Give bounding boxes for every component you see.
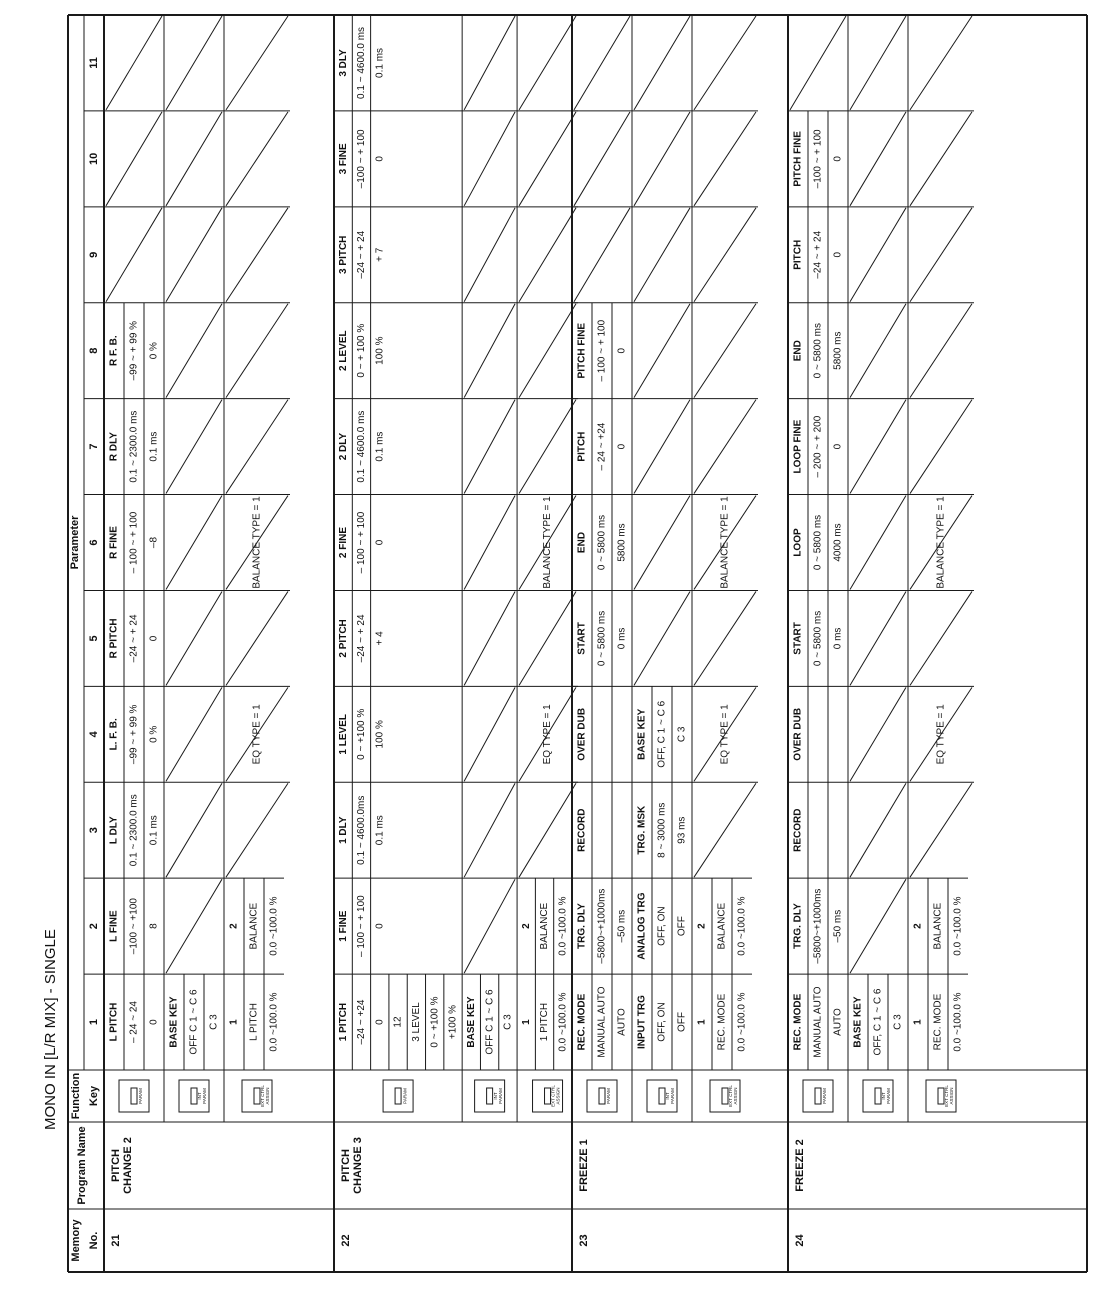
empty-cell-slash (694, 112, 756, 206)
param-value: BASE KEY (636, 708, 648, 760)
empty-cell-slash (166, 783, 222, 877)
param-value: RECORD (792, 808, 804, 852)
memory-number: 24 (793, 1234, 806, 1247)
empty-cell-slash (910, 304, 972, 398)
param-value: –100 ~ + 100 (356, 129, 368, 189)
empty-cell-slash (850, 591, 906, 685)
param-value: 0 (616, 347, 628, 354)
parameter-header: Parameter (68, 515, 81, 570)
param-value: 0.0 ~100.0 % (268, 992, 280, 1052)
empty-cell-slash (464, 304, 515, 398)
param-value: 93 ms (676, 816, 688, 844)
param-value: 0 (374, 1019, 386, 1025)
param-value: 0 ms (616, 627, 628, 650)
page-title: MONO IN [L/R MIX] - SINGLE (42, 929, 59, 1130)
ext-ctrl-key-icon (533, 1080, 563, 1112)
empty-cell-slash (850, 783, 906, 877)
empty-cell-slash (464, 16, 515, 110)
empty-cell-slash (464, 112, 515, 206)
param-key-icon (587, 1080, 617, 1112)
svg-text:PARAM: PARAM (402, 1088, 408, 1104)
param-value: 0.0 ~100.0 % (952, 896, 964, 956)
param-value: 2 PITCH (337, 619, 349, 658)
empty-cell-slash (574, 208, 630, 302)
function-header: Key (87, 1085, 100, 1107)
memory-number: 22 (339, 1234, 352, 1247)
param-value: REC. MODE (716, 993, 728, 1051)
empty-cell-slash (634, 208, 690, 302)
empty-cell-slash (166, 591, 222, 685)
param-value: C 3 (208, 1014, 220, 1030)
param-value: 1 PITCH (539, 1002, 551, 1042)
param-number-8: 8 (87, 347, 100, 354)
empty-cell-slash (464, 400, 515, 494)
balance-type-note: BALANCE TYPE = 1 (935, 496, 947, 589)
param-value: L. F. B. (108, 718, 120, 751)
param-value: PITCH (576, 431, 588, 462)
empty-cell-slash (634, 400, 690, 494)
param-value: 2 (912, 923, 924, 929)
empty-cell-slash (519, 16, 576, 110)
empty-cell-slash (910, 112, 972, 206)
empty-cell-slash (634, 112, 690, 206)
svg-text:PARAM: PARAM (822, 1088, 828, 1104)
parameter-table (68, 15, 1087, 1272)
empty-cell-slash (634, 496, 690, 590)
param-value: C 3 (502, 1014, 514, 1030)
param-value: OFF (676, 916, 688, 937)
empty-cell-slash (634, 304, 690, 398)
empty-cell-slash (694, 783, 756, 877)
param-value: 0 (374, 539, 386, 546)
empty-cell-slash (464, 208, 515, 302)
param-value: TRG. DLY (576, 903, 588, 950)
svg-text:PARAM: PARAM (670, 1088, 676, 1104)
param-value: OVER DUB (576, 707, 588, 761)
param-value: OVER DUB (792, 707, 804, 761)
param-value: 3 LEVEL (411, 1002, 423, 1042)
ext-ctrl-key-icon (242, 1080, 272, 1112)
param-value: 0.1 ~ 2300.0 ms (128, 410, 140, 483)
param-value: 0 % (148, 725, 160, 743)
param-value: L PITCH (108, 1002, 120, 1042)
param-value: R FINE (108, 526, 120, 559)
param-number-2: 2 (87, 923, 100, 930)
param-value: –99 ~ + 99 % (128, 704, 140, 765)
svg-text:ASSIGN: ASSIGN (949, 1087, 955, 1105)
param-value: MANUAL AUTO (812, 986, 824, 1058)
empty-cell-slash (910, 783, 972, 877)
param-number-6: 6 (87, 539, 100, 546)
param-value: REC. MODE (576, 993, 588, 1051)
param-value: 0 (374, 923, 386, 929)
param-value: BALANCE (539, 902, 551, 950)
balance-type-note: BALANCE TYPE = 1 (719, 496, 731, 589)
param-number-3: 3 (87, 827, 100, 834)
param-value: LOOP (792, 528, 804, 557)
eq-type-note: EQ TYPE = 1 (251, 704, 263, 765)
empty-cell-slash (226, 591, 288, 685)
param-value: 0.0 ~100.0 % (268, 896, 280, 956)
empty-cell-slash (166, 879, 222, 973)
param-value: 0.1 ms (148, 431, 160, 462)
empty-cell-slash (790, 16, 846, 110)
param-number-5: 5 (87, 635, 100, 642)
function-header: Function (69, 1072, 82, 1120)
param-value: –50 ms (616, 909, 628, 943)
int-param-key-icon (863, 1080, 893, 1112)
empty-cell-slash (464, 783, 515, 877)
param-value: BASE KEY (465, 996, 477, 1048)
svg-text:EXT CTRL: EXT CTRL (260, 1085, 266, 1107)
empty-cell-slash (166, 400, 222, 494)
empty-cell-slash (850, 879, 906, 973)
param-number-7: 7 (87, 443, 100, 450)
param-value: 0.1 ~ 4600.0 ms (356, 26, 368, 99)
param-value: 4000 ms (832, 523, 844, 562)
param-value: 0.0 ~100.0 % (557, 992, 569, 1052)
param-value: RECORD (576, 808, 588, 852)
param-value: 0.1 ~ 2300.0 ms (128, 794, 140, 867)
param-value: 0 (616, 443, 628, 450)
empty-cell-slash (574, 16, 630, 110)
int-param-key-icon (179, 1080, 209, 1112)
empty-cell-slash (634, 591, 690, 685)
empty-cell-slash (519, 783, 576, 877)
param-value: 1 (912, 1019, 924, 1025)
param-value: –100 ~ + 100 (812, 129, 824, 189)
svg-text:INT: INT (197, 1092, 203, 1100)
param-value: ANALOG TRG (636, 892, 648, 960)
param-value: OFF, C 1 ~ C 6 (656, 700, 668, 768)
empty-cell-slash (464, 879, 515, 973)
param-value: 0 ~ 5800 ms (596, 514, 608, 571)
svg-text:PARAM: PARAM (202, 1088, 208, 1104)
empty-cell-slash (519, 304, 576, 398)
param-value: TRG. DLY (792, 903, 804, 950)
empty-cell-slash (226, 783, 288, 877)
empty-cell-slash (166, 687, 222, 781)
param-value: – 100 ~ + 100 (356, 895, 368, 958)
param-value: 2 DLY (337, 432, 349, 461)
param-value: L FINE (108, 910, 120, 942)
param-value: +100 % (447, 1004, 459, 1040)
empty-cell-slash (464, 591, 515, 685)
param-value: –24 ~ + 24 (128, 614, 140, 663)
empty-cell-slash (519, 591, 576, 685)
param-value: 0.0 ~100.0 % (557, 896, 569, 956)
empty-cell-slash (850, 16, 906, 110)
empty-cell-slash (226, 112, 288, 206)
param-key-icon (119, 1080, 149, 1112)
empty-cell-slash (106, 208, 162, 302)
eq-type-note: EQ TYPE = 1 (719, 704, 731, 765)
eq-type-note: EQ TYPE = 1 (935, 704, 947, 765)
param-value: 0 (148, 635, 160, 642)
param-number-1: 1 (87, 1018, 100, 1026)
svg-text:PARAM: PARAM (606, 1088, 612, 1104)
svg-text:INT: INT (492, 1092, 498, 1100)
param-value: 0 % (148, 342, 160, 360)
param-value: – 200 ~ + 200 (812, 415, 824, 478)
param-value: REC. MODE (792, 993, 804, 1051)
param-key-icon (803, 1080, 833, 1112)
eq-type-note: EQ TYPE = 1 (542, 704, 554, 765)
param-value: – 100 ~ + 100 (128, 511, 140, 574)
param-value: 0 ~ 5800 ms (812, 514, 824, 571)
param-value: 1 LEVEL (337, 714, 349, 755)
empty-cell-slash (519, 112, 576, 206)
empty-cell-slash (850, 687, 906, 781)
param-value: R DLY (108, 432, 120, 462)
empty-cell-slash (226, 16, 288, 110)
param-value: 1 (520, 1019, 532, 1025)
param-value: 0 ms (832, 627, 844, 650)
empty-cell-slash (106, 112, 162, 206)
param-value: 0.1 ms (374, 815, 386, 846)
svg-text:PARAM: PARAM (138, 1088, 144, 1104)
svg-text:ASSIGN: ASSIGN (555, 1087, 561, 1105)
param-value: 3 PITCH (337, 235, 349, 274)
svg-text:EXT CTRL: EXT CTRL (728, 1085, 734, 1107)
param-value: 0.1 ~ 4600.0ms (356, 795, 368, 865)
svg-text:ASSIGN: ASSIGN (265, 1087, 271, 1105)
empty-cell-slash (850, 400, 906, 494)
param-value: OFF C 1 ~ C 6 (188, 989, 200, 1055)
empty-cell-slash (694, 400, 756, 494)
param-number-4: 4 (87, 731, 100, 738)
param-value: –24 ~ + 24 (356, 230, 368, 279)
memory-number: 23 (577, 1234, 590, 1247)
program-name: CHANGE 3 (351, 1137, 364, 1194)
param-value: END (576, 531, 588, 554)
param-value: 0.0 ~100.0 % (736, 992, 748, 1052)
param-value: AUTO (832, 1008, 844, 1036)
param-value: –24 ~ + 24 (356, 614, 368, 663)
param-value: OFF, C 1 ~ C 6 (872, 988, 884, 1056)
param-value: 1 FINE (337, 910, 349, 942)
param-value: 8 (148, 923, 160, 929)
param-value: 0 (832, 156, 844, 162)
param-value: INPUT TRG (636, 995, 648, 1049)
empty-cell-slash (850, 496, 906, 590)
param-value: 2 (696, 923, 708, 929)
param-value: START (792, 622, 804, 655)
int-param-key-icon (475, 1080, 505, 1112)
param-value: OFF C 1 ~ C 6 (484, 989, 496, 1055)
svg-text:INT: INT (665, 1092, 671, 1100)
param-value: LOOP FINE (792, 419, 804, 474)
param-value: 2 LEVEL (337, 330, 349, 371)
param-value: 0 (148, 1019, 160, 1025)
param-value: –99 ~ + 99 % (128, 320, 140, 381)
param-value: BALANCE (248, 902, 260, 950)
param-value: AUTO (616, 1008, 628, 1036)
param-value: 1 PITCH (337, 1002, 349, 1042)
empty-cell-slash (519, 400, 576, 494)
param-value: 0 ~ 5800 ms (812, 323, 824, 379)
param-value: 0 ~ 5800 ms (812, 610, 824, 667)
balance-type-note: BALANCE TYPE = 1 (251, 496, 263, 589)
param-value: –24 ~ + 24 (812, 230, 824, 279)
svg-text:ASSIGN: ASSIGN (733, 1087, 739, 1105)
empty-cell-slash (694, 16, 756, 110)
param-number-9: 9 (87, 251, 100, 258)
param-number-11: 11 (87, 57, 100, 69)
param-value: 2 (520, 923, 532, 929)
empty-cell-slash (850, 112, 906, 206)
param-value: 0 ~ 5800 ms (596, 610, 608, 667)
param-value: 12 (392, 1016, 404, 1028)
param-value: START (576, 622, 588, 655)
param-value: END (792, 340, 804, 362)
param-value: 0.1 ~ 4600.0 ms (356, 410, 368, 483)
param-value: 1 (696, 1019, 708, 1025)
param-value: 0.0 ~100.0 % (736, 896, 748, 956)
empty-cell-slash (910, 16, 972, 110)
param-value: PITCH FINE (576, 322, 588, 379)
param-value: PITCH FINE (792, 131, 804, 187)
param-value: 100 % (374, 336, 386, 365)
param-value: REC. MODE (932, 993, 944, 1051)
param-value: BALANCE (932, 902, 944, 950)
param-value: 0 (832, 251, 844, 258)
param-value: –100 ~ +100 (128, 898, 140, 955)
program-name: PITCH (339, 1149, 352, 1182)
param-value: C 3 (676, 726, 688, 743)
param-value: 0 ~ +100 % (356, 708, 368, 760)
param-value: 3 DLY (337, 49, 349, 77)
param-value: 0.1 ms (374, 47, 386, 78)
param-value: –5800~+1000ms (596, 888, 608, 964)
param-value: OFF, ON (656, 1002, 668, 1042)
empty-cell-slash (634, 16, 690, 110)
param-value: –50 ms (832, 909, 844, 943)
param-value: 8 ~ 3000 ms (656, 802, 668, 858)
ext-ctrl-key-icon (710, 1080, 740, 1112)
program-name: PITCH (109, 1149, 122, 1182)
program-name: FREEZE 2 (793, 1139, 806, 1192)
empty-cell-slash (850, 208, 906, 302)
param-value: – 100 ~ + 100 (356, 511, 368, 574)
balance-type-note: BALANCE TYPE = 1 (542, 496, 554, 589)
param-value: L DLY (108, 816, 120, 845)
param-value: BALANCE (716, 902, 728, 950)
empty-cell-slash (226, 304, 288, 398)
empty-cell-slash (574, 112, 630, 206)
param-value: –5800~+1000ms (812, 888, 824, 964)
param-value: –24 ~ +24 (356, 999, 368, 1045)
empty-cell-slash (850, 304, 906, 398)
memory-header: No. (87, 1231, 100, 1250)
empty-cell-slash (106, 16, 162, 110)
param-value: – 24 ~ +24 (596, 422, 608, 471)
param-value: 1 (228, 1019, 240, 1025)
empty-cell-slash (166, 496, 222, 590)
param-value: R F. B. (108, 335, 120, 366)
param-value: 0.0 ~100.0 % (952, 992, 964, 1052)
param-value: 0.1 ms (374, 431, 386, 462)
param-value: BASE KEY (852, 996, 864, 1048)
empty-cell-slash (464, 687, 515, 781)
param-value: C 3 (892, 1014, 904, 1030)
param-key-icon (383, 1080, 413, 1112)
int-param-key-icon (647, 1080, 677, 1112)
svg-text:EXT CTRL: EXT CTRL (944, 1085, 950, 1107)
memory-number: 21 (109, 1234, 122, 1247)
param-number-10: 10 (87, 152, 100, 165)
param-value: 2 (228, 923, 240, 929)
empty-cell-slash (694, 304, 756, 398)
svg-text:PARAM: PARAM (497, 1088, 503, 1104)
param-value: 5800 ms (832, 331, 844, 370)
param-value: 3 FINE (337, 143, 349, 175)
empty-cell-slash (166, 112, 222, 206)
svg-text:EXT CTRL: EXT CTRL (550, 1085, 556, 1107)
param-value: 5800 ms (616, 523, 628, 562)
empty-cell-slash (910, 400, 972, 494)
param-value: –8 (148, 536, 160, 549)
param-value: PITCH (792, 239, 804, 270)
param-value: 0 ~ +100 % (429, 996, 441, 1048)
param-value: 100 % (374, 720, 386, 749)
param-value: 0 (374, 156, 386, 162)
empty-cell-slash (694, 208, 756, 302)
param-value: R PITCH (108, 618, 120, 659)
empty-cell-slash (166, 208, 222, 302)
empty-cell-slash (464, 496, 515, 590)
empty-cell-slash (910, 591, 972, 685)
param-value: 0 ~ + 100 % (356, 323, 368, 378)
param-value: – 100 ~ + 100 (596, 319, 608, 382)
param-value: 0.1 ms (148, 815, 160, 846)
param-value: BASE KEY (168, 996, 180, 1048)
empty-cell-slash (910, 208, 972, 302)
param-value: + 7 (374, 247, 386, 262)
empty-cell-slash (226, 400, 288, 494)
memory-header: Memory (69, 1219, 82, 1262)
param-value: + 4 (374, 631, 386, 646)
program-name: FREEZE 1 (577, 1139, 590, 1192)
empty-cell-slash (166, 304, 222, 398)
empty-cell-slash (519, 208, 576, 302)
empty-cell-slash (694, 591, 756, 685)
empty-cell-slash (166, 16, 222, 110)
param-value: 1 DLY (337, 816, 349, 844)
param-value: OFF, ON (656, 906, 668, 946)
param-value: OFF (676, 1012, 688, 1033)
param-value: TRG. MSK (636, 805, 648, 855)
param-value: MANUAL AUTO (596, 986, 608, 1058)
svg-text:INT: INT (881, 1092, 887, 1100)
param-value: – 24 ~ 24 (128, 1001, 140, 1044)
empty-cell-slash (226, 208, 288, 302)
program-name-header: Program Name (75, 1126, 88, 1205)
program-name: CHANGE 2 (121, 1137, 134, 1194)
svg-text:PARAM: PARAM (886, 1088, 892, 1104)
ext-ctrl-key-icon (926, 1080, 956, 1112)
param-value: L PITCH (248, 1003, 260, 1042)
param-value: 2 FINE (337, 526, 349, 559)
param-value: 0 (832, 443, 844, 450)
